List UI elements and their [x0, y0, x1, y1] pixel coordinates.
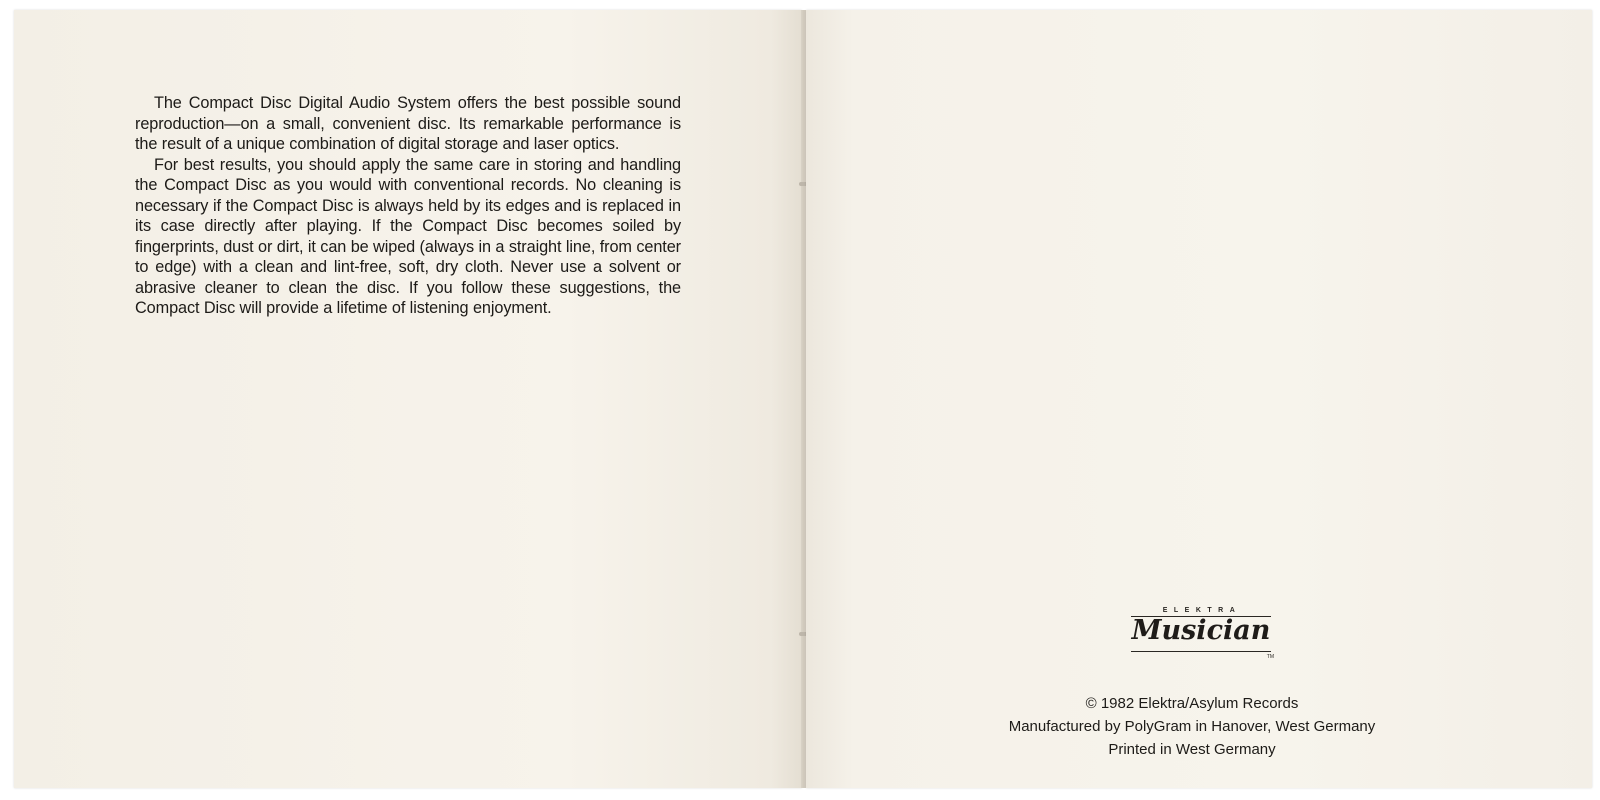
- logo-trademark: TM: [1266, 654, 1274, 660]
- copyright-line: © 1982 Elektra/Asylum Records: [1085, 695, 1299, 712]
- logo-rule: [1131, 651, 1271, 652]
- manufacturer-line: Manufactured by PolyGram in Hanover, West Germany: [1008, 718, 1376, 735]
- logo-label-elektra: ELEKTRA: [1162, 607, 1242, 614]
- logo-label-musician: Musician: [1131, 615, 1271, 646]
- copyright-credits: [956, 692, 1428, 761]
- elektra-musician-logo: [1128, 607, 1274, 659]
- paragraph-care: For best results, you should apply the same care in storing and handling the Compact Disc as you would with conventional records. No cleaning is necessary if the Compact Disc is always held by its edges and is replaced in its case directly after playing. If the Compact Disc becomes soiled by fingerprints, dust or dirt, it can be wiped (always in a straight line, from center to edge) with a clean and lint-free, soft, dry cloth. Never use a solvent or abrasive cleaner to clean the disc. If you follow these suggestions, the Compact Disc will provide a lifetime of listening enjoyment.: [135, 155, 681, 317]
- printed-line: Printed in West Germany: [1108, 741, 1276, 758]
- compact-disc-care-text: [135, 93, 681, 319]
- paragraph-intro: The Compact Disc Digital Audio System offers the best possible sound reproduction—on a small, convenient disc. Its remarkable performance is the result of a unique combination of digital storage and laser optics.: [135, 94, 681, 153]
- right-page: [806, 10, 1592, 788]
